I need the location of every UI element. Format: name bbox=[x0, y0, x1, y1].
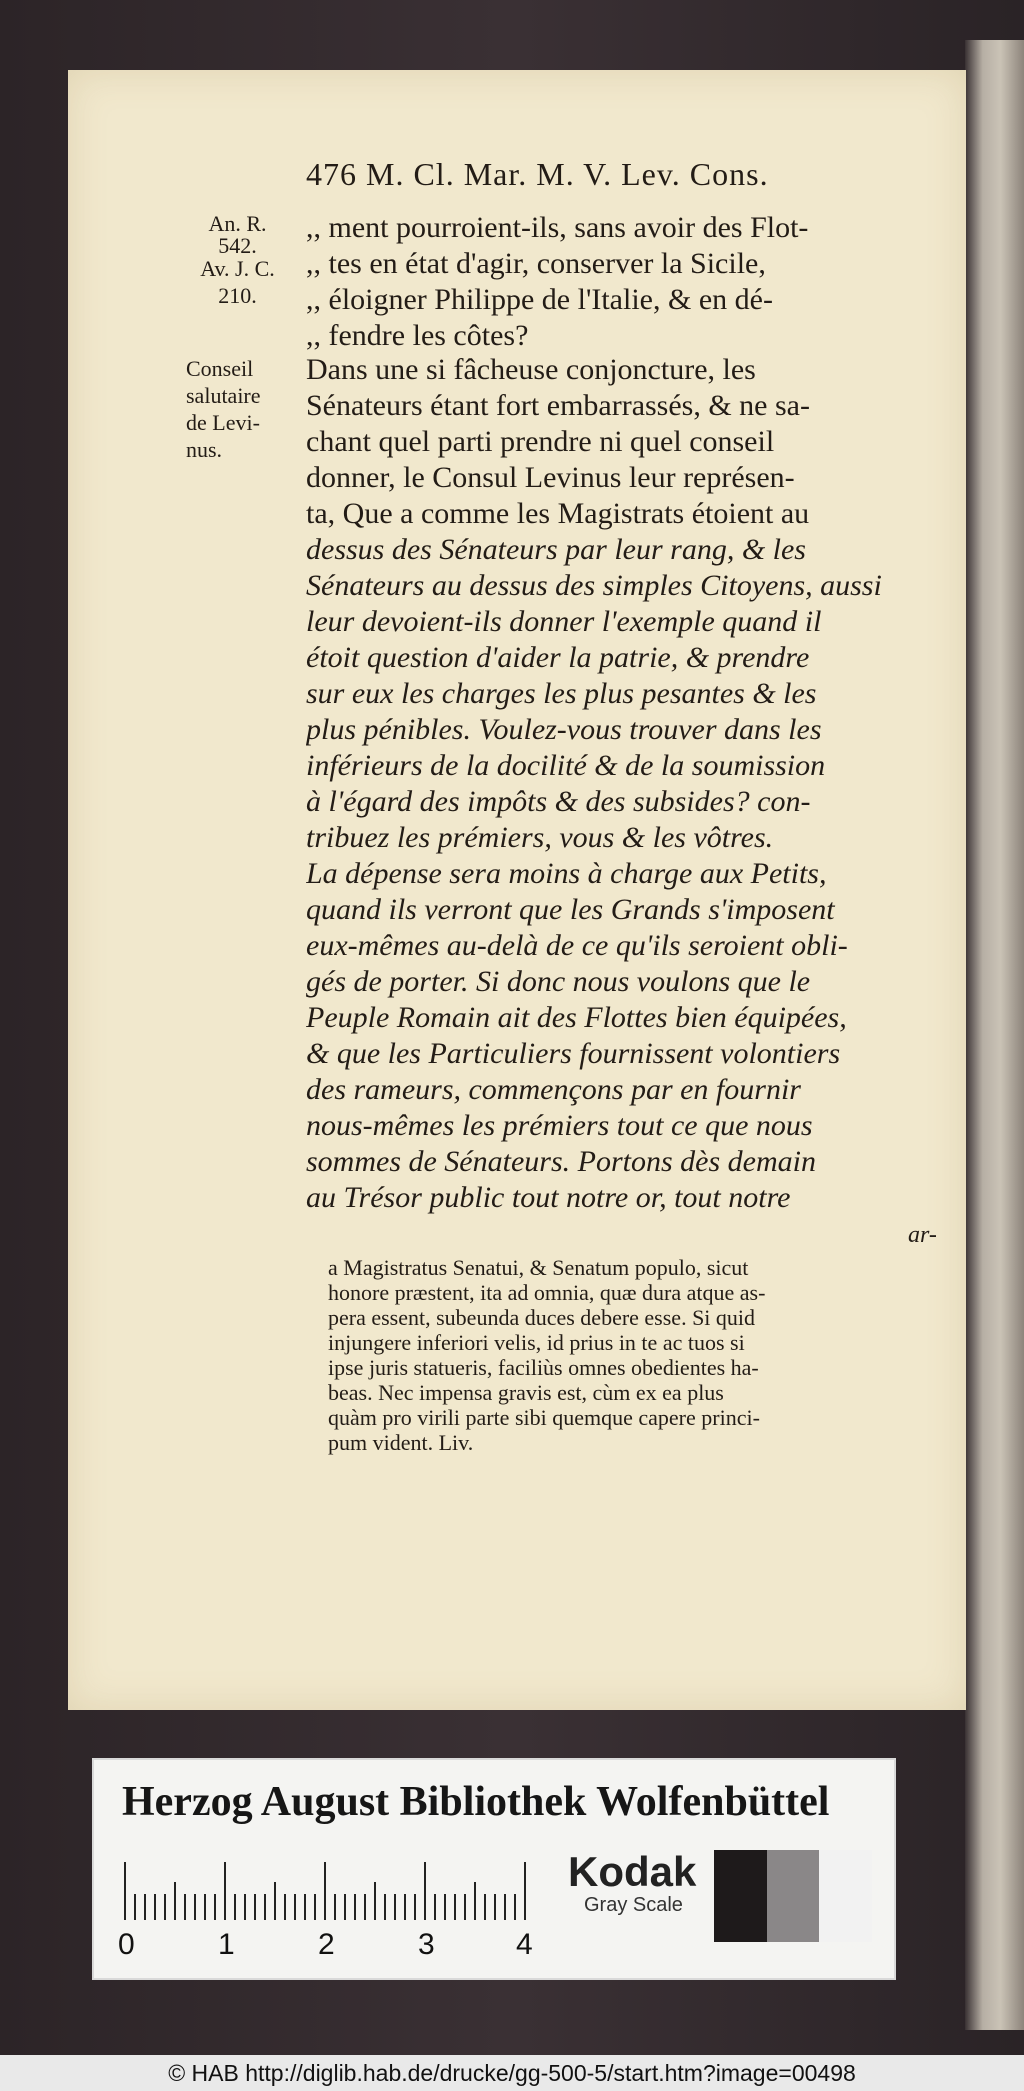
ruler-tick bbox=[434, 1894, 436, 1920]
running-header: 476 M. Cl. Mar. M. V. Lev. Cons. bbox=[306, 156, 769, 192]
ruler-tick bbox=[514, 1894, 516, 1920]
ruler-tick bbox=[334, 1894, 336, 1920]
quote-line: ,, éloigner Philippe de l'Italie, & en dé- bbox=[306, 283, 773, 316]
text-line: des rameurs, commençons par en fournir bbox=[306, 1073, 801, 1106]
margin-conseil-line: salutaire bbox=[186, 383, 261, 408]
ruler-number: 4 bbox=[516, 1928, 533, 1961]
kodak-label bbox=[568, 1850, 696, 1917]
ruler-tick bbox=[364, 1894, 366, 1920]
color-target-card bbox=[92, 1758, 896, 1980]
quote-line: ,, ment pourroient-ils, sans avoir des Flot- bbox=[306, 211, 809, 244]
kodak-brand: Kodak bbox=[568, 1848, 697, 1895]
ruler-tick bbox=[134, 1894, 136, 1920]
margin-year-line: Av. J. C. bbox=[200, 256, 275, 281]
ruler-tick bbox=[214, 1894, 216, 1920]
ruler-tick bbox=[144, 1894, 146, 1920]
text-line: sommes de Sénateurs. Portons dès demain bbox=[306, 1145, 816, 1178]
quote-line: ,, fendre les côtes? bbox=[306, 319, 529, 352]
text-line: quand ils verront que les Grands s'imposent bbox=[306, 893, 835, 926]
ruler-tick bbox=[304, 1894, 306, 1920]
text-line: La dépense sera moins à charge aux Petits, bbox=[306, 857, 827, 890]
text-line: sur eux les charges les plus pesantes & les bbox=[306, 677, 817, 710]
ruler-tick bbox=[474, 1882, 476, 1920]
margin-year-line: 210. bbox=[218, 283, 257, 308]
text-line: leur devoient-ils donner l'exemple quand il bbox=[306, 605, 822, 638]
footnote-line: pum vident. Liv. bbox=[328, 1430, 474, 1455]
margin-conseil-line: Conseil bbox=[186, 356, 254, 381]
ruler-tick bbox=[164, 1894, 166, 1920]
kodak-subtitle: Gray Scale bbox=[584, 1894, 683, 1916]
footnote-line: beas. Nec impensa gravis est, cùm ex ea plus bbox=[328, 1380, 724, 1405]
margin-year-line: 542. bbox=[218, 237, 257, 255]
ruler-tick bbox=[174, 1882, 176, 1920]
ruler-tick bbox=[204, 1894, 206, 1920]
text-line: donner, le Consul Levinus leur représen- bbox=[306, 461, 795, 494]
ruler-number: 1 bbox=[218, 1928, 235, 1961]
text-line: ta, Que a comme les Magistrats étoient au bbox=[306, 497, 810, 530]
ruler-tick bbox=[404, 1894, 406, 1920]
margin-year-line: An. R. bbox=[208, 211, 267, 236]
ruler-tick bbox=[314, 1894, 316, 1920]
text-line: tribuez les prémiers, vous & les vôtres. bbox=[306, 821, 774, 854]
footnote-line: a Magistratus Senatui, & Senatum populo, sicut bbox=[328, 1255, 749, 1280]
quoted-passage bbox=[306, 210, 938, 354]
scale-ruler bbox=[124, 1860, 534, 1920]
gray-scale-patches bbox=[714, 1850, 872, 1942]
ruler-tick bbox=[254, 1894, 256, 1920]
margin-conseil-line: de Levi- bbox=[186, 410, 260, 435]
ruler-tick bbox=[394, 1894, 396, 1920]
ruler-number: 3 bbox=[418, 1928, 435, 1961]
ruler-tick bbox=[194, 1894, 196, 1920]
text-line: à l'égard des impôts & des subsides? con- bbox=[306, 785, 811, 818]
ruler-tick bbox=[264, 1894, 266, 1920]
library-name: Herzog August Bibliothek Wolfenbüttel bbox=[122, 1779, 830, 1825]
ruler-tick bbox=[524, 1862, 526, 1920]
quote-line: ,, tes en état d'agir, conserver la Sicile, bbox=[306, 247, 766, 280]
adjacent-page-edge bbox=[965, 40, 1024, 2030]
ruler-tick bbox=[384, 1894, 386, 1920]
text-line: Peuple Romain ait des Flottes bien équipées, bbox=[306, 1001, 847, 1034]
ruler-tick bbox=[154, 1894, 156, 1920]
text-line: & que les Particuliers fournissent volontiers bbox=[306, 1037, 841, 1070]
ruler-tick bbox=[454, 1894, 456, 1920]
ruler-tick bbox=[184, 1894, 186, 1920]
text-line: chant quel parti prendre ni quel conseil bbox=[306, 425, 775, 458]
text-line: au Trésor public tout notre or, tout notre bbox=[306, 1181, 791, 1214]
text-line: eux-mêmes au-delà de ce qu'ils seroient obli- bbox=[306, 929, 848, 962]
ruler-tick bbox=[124, 1862, 126, 1920]
ruler-tick bbox=[354, 1894, 356, 1920]
ruler-tick bbox=[444, 1894, 446, 1920]
text-line: Dans une si fâcheuse conjoncture, les bbox=[306, 353, 756, 386]
text-line: inférieurs de la docilité & de la soumission bbox=[306, 749, 826, 782]
gray-patch-dark bbox=[714, 1850, 767, 1942]
ruler-tick bbox=[224, 1862, 226, 1920]
copyright-footer: © HAB http://diglib.hab.de/drucke/gg-500-5/start.htm?image=00498 bbox=[0, 2055, 1024, 2091]
text-line: gés de porter. Si donc nous voulons que le bbox=[306, 965, 811, 998]
footnote-line: ipse juris statueris, faciliùs omnes obedientes ha- bbox=[328, 1355, 759, 1380]
ruler-tick bbox=[504, 1894, 506, 1920]
ruler-number: 0 bbox=[118, 1928, 135, 1961]
text-line: Sénateurs au dessus des simples Citoyens, aussi bbox=[306, 569, 882, 602]
ruler-tick bbox=[244, 1894, 246, 1920]
footnote bbox=[328, 1255, 940, 1455]
ruler-tick bbox=[324, 1862, 326, 1920]
ruler-tick bbox=[374, 1882, 376, 1920]
gray-patch-light bbox=[819, 1850, 872, 1942]
text-line: nous-mêmes les prémiers tout ce que nous bbox=[306, 1109, 813, 1142]
footnote-line: honore præstent, ita ad omnia, quæ dura atque as- bbox=[328, 1280, 766, 1305]
gray-patch-mid bbox=[767, 1850, 820, 1942]
text-line: étoit question d'aider la patrie, & prendre bbox=[306, 641, 810, 674]
ruler-tick bbox=[484, 1894, 486, 1920]
text-line: Sénateurs étant fort embarrassés, & ne sa- bbox=[306, 389, 810, 422]
margin-conseil-line: nus. bbox=[186, 437, 223, 462]
ruler-tick bbox=[344, 1894, 346, 1920]
ruler-tick bbox=[274, 1882, 276, 1920]
margin-note-year bbox=[180, 210, 295, 309]
ruler-tick bbox=[494, 1894, 496, 1920]
ruler-number: 2 bbox=[318, 1928, 335, 1961]
ruler-tick bbox=[284, 1894, 286, 1920]
ruler-tick bbox=[414, 1894, 416, 1920]
book-page bbox=[68, 70, 966, 1710]
main-paragraph bbox=[306, 352, 938, 1216]
footnote-line: injungere inferiori velis, id prius in te ac tuos si bbox=[328, 1330, 745, 1355]
ruler-tick bbox=[464, 1894, 466, 1920]
ruler-tick bbox=[294, 1894, 296, 1920]
footnote-line: pera essent, subeunda duces debere esse. Si quid bbox=[328, 1305, 756, 1330]
text-line: plus pénibles. Voulez-vous trouver dans les bbox=[306, 713, 822, 746]
margin-note-conseil bbox=[186, 355, 301, 463]
ruler-tick bbox=[424, 1862, 426, 1920]
footnote-line: quàm pro virili parte sibi quemque capere princi- bbox=[328, 1405, 760, 1430]
ruler-tick bbox=[234, 1894, 236, 1920]
text-line: dessus des Sénateurs par leur rang, & les bbox=[306, 533, 806, 566]
catchword: ar- bbox=[908, 1222, 937, 1248]
